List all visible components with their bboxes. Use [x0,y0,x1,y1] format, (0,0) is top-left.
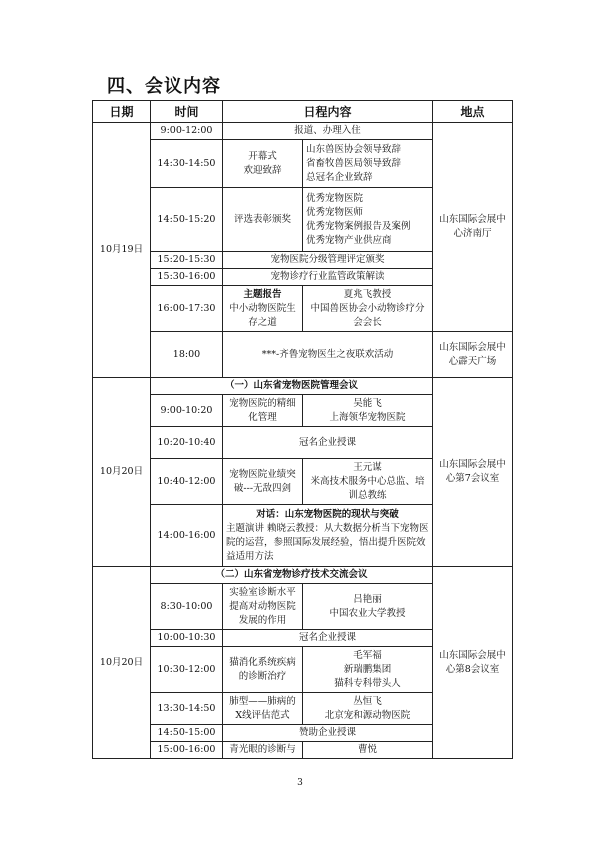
time-cell: 9:00-12:00 [151,123,223,140]
item-text: 中小动物医院生存之道 [229,302,296,328]
time-cell: 10:20-10:40 [151,427,223,459]
time-cell: 8:30-10:00 [151,584,223,630]
header-location: 地点 [433,101,513,123]
date-cell: 10月20日 [93,567,151,759]
header-row [93,101,513,123]
time-cell: 14:50-15:20 [151,188,223,252]
detail-cell: 吴能飞 上海领华宠物医院 [303,395,433,427]
header-time: 时间 [151,101,223,123]
detail-cell: 曹悦 [303,742,433,759]
time-cell: 15:00-16:00 [151,742,223,759]
header-content: 日程内容 [223,101,433,123]
time-cell: 10:40-12:00 [151,459,223,505]
item-cell: 猫消化系统疾病的诊断治疗 [223,647,303,693]
item-cell [223,286,303,332]
item-cell: 开幕式 欢迎致辞 [223,140,303,188]
section-heading: 四、会议内容 [107,76,221,97]
content-cell: 冠名企业授课 [223,630,433,647]
time-cell: 18:00 [151,332,223,378]
detail-cell: 吕艳丽 中国农业大学教授 [303,584,433,630]
detail-cell: 优秀宠物医院 优秀宠物医师 优秀宠物案例报告及案例 优秀宠物产业供应商 [303,188,433,252]
location-cell: 山东国际会展中心霹天广场 [433,332,513,378]
item-cell: 宠物医院业绩突破---无敌四剑 [223,459,303,505]
detail-cell: 夏兆飞教授 中国兽医协会小动物诊疗分会会长 [303,286,433,332]
time-cell: 10:30-12:00 [151,647,223,693]
section-title: （一）山东省宠物医院管理会议 [151,378,433,395]
time-cell: 9:00-10:20 [151,395,223,427]
time-cell: 14:50-15:00 [151,725,223,742]
time-cell: 15:20-15:30 [151,252,223,269]
table-row [93,567,513,584]
date-cell: 10月19日 [93,123,151,378]
item-cell: 青光眼的诊断与 [223,742,303,759]
content-cell [223,505,433,567]
content-cell: ***-齐鲁宠物医生之夜联欢活动 [223,332,433,378]
time-cell: 16:00-17:30 [151,286,223,332]
location-cell: 山东国际会展中心第8会议室 [433,567,513,759]
location-cell: 山东国际会展中心第7会议室 [433,378,513,567]
content-cell: 报道、办理入住 [223,123,433,140]
schedule-table [92,100,513,759]
table-row [93,123,513,140]
content-cell: 赞助企业授课 [223,725,433,742]
item-title: 主题报告 [243,288,282,300]
time-cell: 15:30-16:00 [151,269,223,286]
dialogue-title: 对话：山东宠物医院的现状与突破 [256,508,399,520]
dialogue-text: 主题演讲 赖晓云教授：从大数据分析当下宠物医院的运营，参照国际发展经验，悟出提升医院效益适用方法 [226,522,429,562]
time-cell: 14:00-16:00 [151,505,223,567]
item-cell: 肺型——肺病的X线评估范式 [223,693,303,725]
detail-cell: 王元谋 米高技术服务中心总监、培训总教练 [303,459,433,505]
time-cell: 14:30-14:50 [151,140,223,188]
header-date: 日期 [93,101,151,123]
content-cell: 冠名企业授课 [223,427,433,459]
content-cell: 宠物医院分级管理评定颁奖 [223,252,433,269]
item-cell: 实验室诊断水平提高对动物医院发展的作用 [223,584,303,630]
detail-cell: 山东兽医协会领导致辞 省畜牧兽医局领导致辞 总冠名企业致辞 [303,140,433,188]
item-cell: 宠物医院的精细化管理 [223,395,303,427]
table-row [93,378,513,395]
page-number: 3 [297,778,303,788]
detail-cell: 丛恒飞 北京宠和源动物医院 [303,693,433,725]
section-title: （二）山东省宠物诊疗技术交流会议 [151,567,433,584]
table-row [93,332,513,378]
item-cell: 评选表彰颁奖 [223,188,303,252]
time-cell: 13:30-14:50 [151,693,223,725]
content-cell: 宠物诊疗行业监管政策解读 [223,269,433,286]
detail-cell: 毛军福 新瑞鹏集团 猫科专科带头人 [303,647,433,693]
date-cell: 10月20日 [93,378,151,567]
time-cell: 10:00-10:30 [151,630,223,647]
location-cell: 山东国际会展中心济南厅 [433,123,513,332]
